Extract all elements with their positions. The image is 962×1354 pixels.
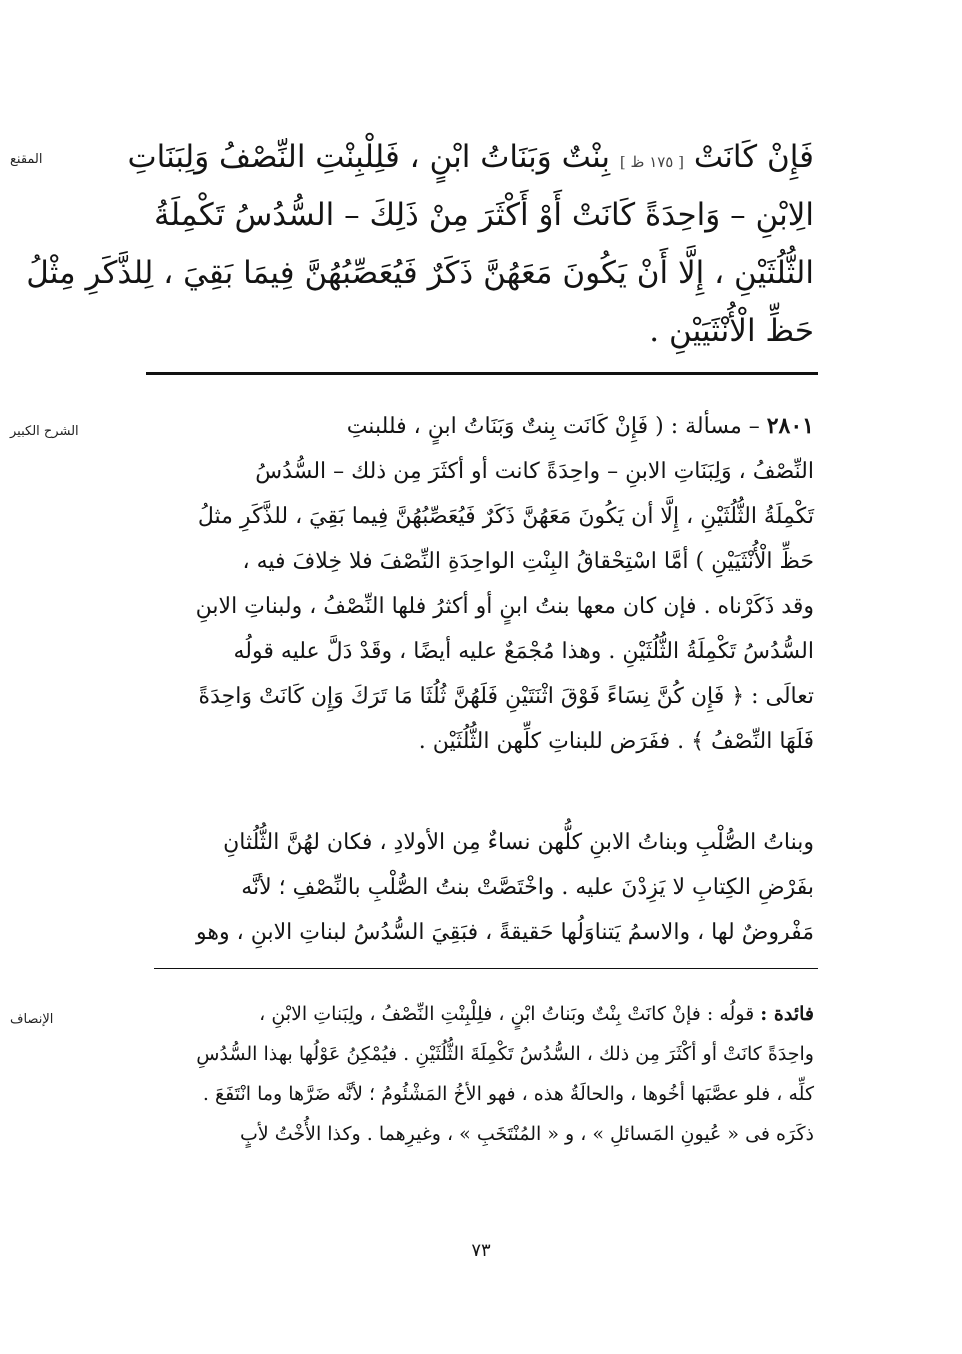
sharh-line: تعالَى : ﴿ فَإِن كُنَّ نِسَاءً فَوْقَ اثْنَتَيْنِ فَلَهُنَّ ثُلُثَا مَا تَرَكَ وَإِن كَانَتْ وَاحِدَةً (198, 684, 814, 709)
muqni-line1-start: فَإِنْ كَانَتْ (693, 139, 814, 175)
insaf-line: واحِدَةً كانَتْ أو أكْثَرَ مِن ذلك ، السُّدُسُ تَكْمِلَةَ الثُّلُثَيْنِ . فيُمْكِنُ عَوْلُها بهذا السُّدُسِ (196, 1043, 814, 1065)
sharh-para2-line: بفَرْضِ الكِتابِ لا يَزِدْنَ عليه . واخْتَصَّتْ بنتُ الصُّلْبِ بالنِّصْفِ ؛ لأنَّه (241, 875, 814, 900)
insaf-line: كلِّه ، فلو عصَّبَها أخُوها ، والحالَةُ هذه ، فهو الأخُ المَشْئُومُ ؛ لأنَّه ضَرَّها وما انْتَفَعَ . (202, 1083, 814, 1105)
insaf-text (144, 994, 814, 1154)
insaf-line1-rest: قولُه : فإنْ كانَتْ بِنْتٌ وبَناتُ ابْنٍ ، فلِلْبِنْتِ النِّصْفُ ، ولِبَناتِ الابْنِ ، (259, 1003, 755, 1025)
issue-number: ٢٨٠١ (766, 413, 814, 439)
muqni-line: حَظِّ الْأُنْثَيَيْنِ . (649, 313, 814, 349)
section-divider-thin (154, 968, 818, 969)
sharh-paragraph-2 (144, 820, 814, 955)
insaf-benefit-heading: فائدة : (760, 1003, 814, 1025)
sharh-text (144, 404, 814, 764)
sharh-line: وقد ذَكَرْناه . فإن كان معها بنتُ ابنٍ أو أكثرُ فلها النِّصْفُ ، ولبناتِ الابنِ (195, 594, 814, 619)
muqni-line1-end: بِنْتٌ وَبَنَاتُ ابْنٍ ، فَلِلْبِنْتِ النِّصْفُ وَلِبَنَاتِ (127, 139, 611, 175)
page-number: ٧٣ (471, 1240, 491, 1261)
sharh-line1-rest: – مسألة : ( فَإِنْ كَانَت بِنتٌ وَبَنَاتُ ابنٍ ، فللبنتِ (346, 414, 760, 439)
insaf-margin-label: الإنصاف (10, 1012, 54, 1027)
sharh-line (144, 404, 814, 449)
folio-marker: [ ١٧٥ ظ ] (619, 153, 684, 171)
insaf-line (144, 994, 814, 1034)
muqni-line: الثُّلُثَيْنِ ، إِلَّا أَنْ يَكُونَ مَعَهُنَّ ذَكَرٌ فَيُعَصِّبُهُنَّ فِيمَا بَقِيَ ، لِلذَّكَرِ مِثْلُ (26, 255, 814, 291)
sharh-line: السُّدُسُ تَكْمِلَةُ الثُّلُثَيْنِ . وهذا مُجْمَعٌ عليه أيضًا ، وقَدْ دَلَّ عليه قولُه (233, 639, 814, 664)
sharh-para2-line: مَفْروضٌ لها ، والاسمُ يَتناوَلُها حَقيقةً ، فبَقِيَ السُّدُسُ لبناتِ الابنِ ، وهو (196, 920, 814, 945)
sharh-margin-label: الشرح الكبير (10, 424, 79, 439)
sharh-line: فَلَهَا النِّصْفُ ﴾ . ففَرَض للبناتِ كلِّهن الثُّلُثَيْن . (418, 729, 814, 754)
sharh-line: تَكْمِلَةُ الثُّلُثَيْنِ ، إِلَّا أن يَكُونَ مَعَهُنَّ ذَكَرٌ فَيُعَصِّبُهُنَّ فِيما بَقِيَ ، للذَّكَرِ مثلُ (197, 504, 814, 529)
sharh-line: حَظِّ الْأُنْثَيَيْنِ ) أمَّا اسْتِحْقاقُ البِنْتِ الواحِدَةِ النِّصْفَ فلا خِلافَ فيه ، (242, 549, 814, 574)
section-divider-thick (146, 372, 818, 375)
muqni-line: الِابْنِ – وَاحِدَةً كَانَتْ أَوْ أَكْثَرَ مِنْ ذَلِكَ – السُّدُسُ تَكْمِلَةُ (154, 197, 814, 233)
sharh-line: النِّصْفُ ، وَلِبَنَاتِ الابنِ – واحِدَةً كانت أو أكثَرَ مِن ذلك – السُّدُسُ (255, 459, 814, 484)
insaf-line: ذكَرَه فى « عُيونِ المَسائلِ » ، و « المُنْتَخَبِ » ، وغيرِهما . وكذا الأُخْتُ لأبٍ (239, 1123, 814, 1145)
muqni-line (127, 128, 814, 186)
sharh-para2-line: وبناتُ الصُّلْبِ وبناتُ الابنِ كلُّهن نساءٌ مِن الأولادِ ، فكان لهُنَّ الثُّلُثانِ (223, 830, 814, 855)
muqni-margin-label: المقنع (10, 152, 43, 167)
